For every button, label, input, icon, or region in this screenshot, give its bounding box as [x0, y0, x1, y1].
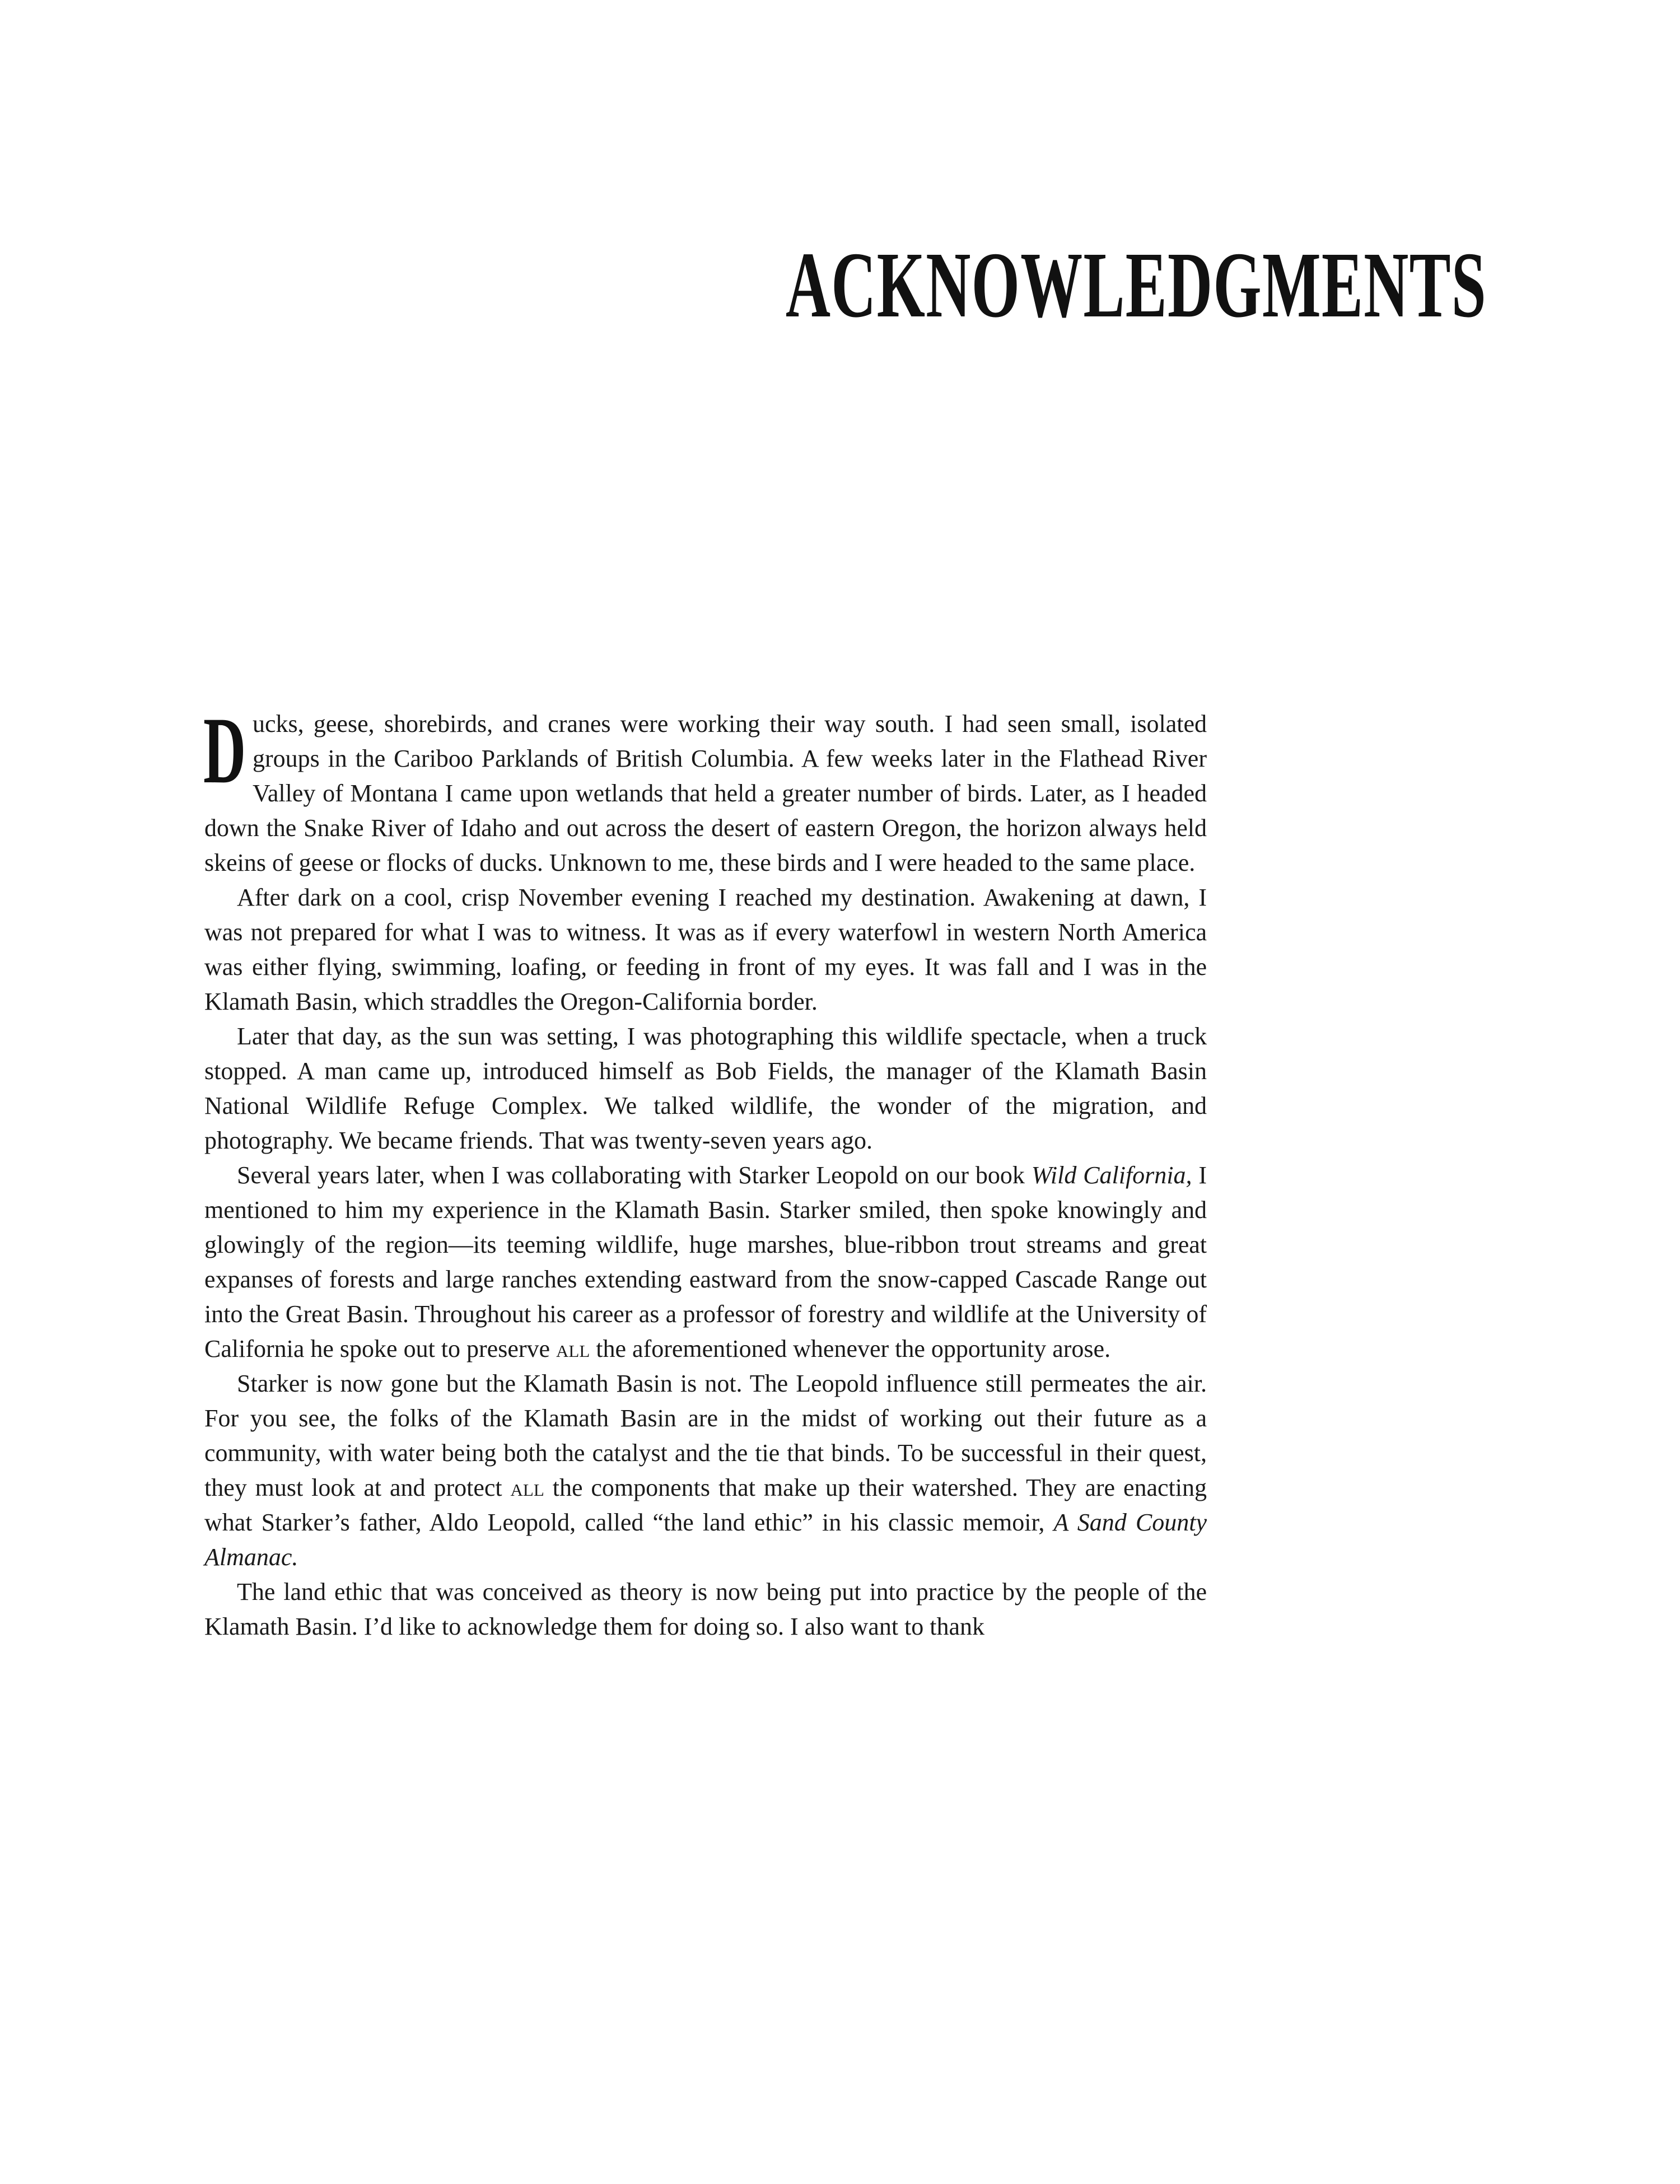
- paragraph-2: After dark on a cool, crisp November evening I reached my destination. Awakening at dawn, I was not prepared for what I was to witness. It was as if every waterfowl in western North America was either flying, swimming, loafing, or feeding in front of my eyes. It was fall and I was in the Klamath Basin, which straddles the Oregon-California border.: [204, 884, 1207, 1015]
- paragraph-1-text: ucks, geese, shorebirds, and cranes were working their way south. I had seen small, isolated groups in the Cariboo Parklands of British Columbia. A few weeks later in the Flathead River Valley of Montana I came upon wetlands that held a greater number of birds. Later, as I headed down the Snake River of Idaho and out across the desert of eastern Oregon, the horizon always held skeins of geese or flocks of ducks. Unknown to me, these birds and I were headed to the same place.: [204, 710, 1207, 876]
- paragraph-5-text-a: Starker is now gone but the Klamath Basin is not. The Leopold influence still permeates the air. For you see, the folks of the Klamath Basin are in the midst of working out their future as a community, with water being both the catalyst and the tie that binds. To be successful in their quest, they must look at and protect: [204, 1370, 1207, 1501]
- book-title-sand-county-almanac: A Sand County Almanac.: [204, 1509, 1207, 1571]
- paragraph-5: [204, 1366, 1207, 1575]
- paragraph-5-text-b: the components that make up their watershed. They are enacting what Starker’s father, Aldo Leopold, called “the land ethic” in his classic memoir,: [204, 1474, 1207, 1536]
- paragraph-4-text-c: the aforementioned whenever the opportunity arose.: [590, 1335, 1111, 1362]
- paragraph-1: [203, 698, 1207, 880]
- body-text: [203, 698, 1207, 1644]
- paragraph-3: Later that day, as the sun was setting, I was photographing this wildlife spectacle, when a truck stopped. A man came up, introduced himself as Bob Fields, the manager of the Klamath Basin National Wildlife Refuge Complex. We talked wildlife, the wonder of the migration, and photography. We became friends. That was twenty-seven years ago.: [204, 1023, 1207, 1154]
- small-caps-all-2: all: [510, 1474, 544, 1501]
- paragraph-4-text-a: Several years later, when I was collaborating with Starker Leopold on our book: [237, 1161, 1032, 1189]
- paragraph-4-text-b: I mentioned to him my experience in the Klamath Basin. Starker smiled, then spoke knowingly and glowingly of the region—its teeming wildlife, huge marshes, blue-ribbon trout streams and great expanses of forests and large ranches extending eastward from the snow-capped Cascade Range out into the Great Basin. Throughout his career as a professor of forestry and wildlife at the University of California he spoke out to preserve: [204, 1161, 1207, 1362]
- book-title-wild-california: Wild California,: [1031, 1161, 1192, 1189]
- paragraph-6: The land ethic that was conceived as theory is now being put into practice by the people of the Klamath Basin. I’d like to acknowledge them for doing so. I also want to thank: [204, 1578, 1207, 1640]
- paragraph-4: [204, 1158, 1207, 1366]
- small-caps-all: all: [556, 1335, 590, 1362]
- drop-cap: D: [203, 698, 246, 803]
- chapter-title: ACKNOWLEDGMENTS: [786, 233, 1487, 337]
